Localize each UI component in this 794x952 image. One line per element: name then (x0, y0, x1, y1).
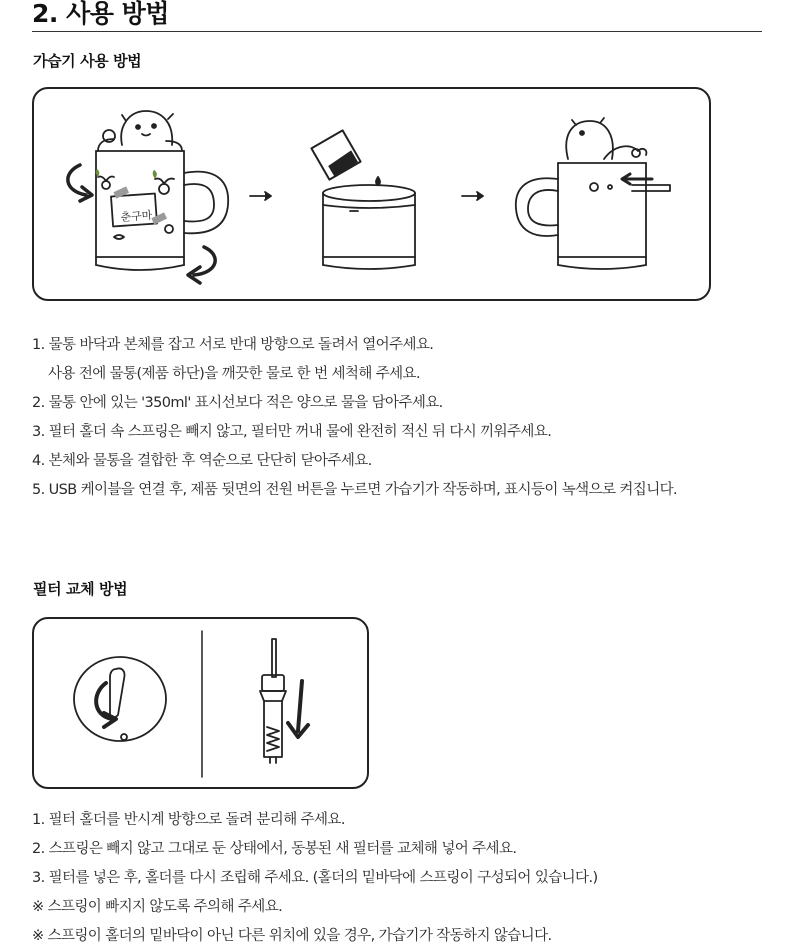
list-item: 4. 본체와 물통을 결합한 후 역순으로 단단히 닫아주세요. (32, 453, 372, 469)
filter-holder-illustration (74, 657, 166, 741)
list-item: 3. 필터를 넣은 후, 홀더를 다시 조립해 주세요. (홀더의 밑바닥에 스프링이 구성되어 있습니다.) (32, 870, 598, 886)
list-item: 2. 물통 안에 있는 '350ml' 표시선보다 적은 양으로 물을 담아주세요. (32, 395, 443, 411)
usage-illustration-panel (32, 87, 711, 301)
list-item: 1. 필터 홀더를 반시계 방향으로 돌려 분리해 주세요. (32, 812, 345, 828)
arrow-right-icon (250, 192, 271, 200)
water-tank-illustration (311, 130, 415, 269)
label-text: 춘구마 (120, 208, 153, 224)
filter-section-title: 필터 교체 방법 (33, 580, 128, 598)
list-item: ※ 스프링이 홀더의 밑바닥이 아닌 다른 위치에 있을 경우, 가습기가 작동하지 않습니다. (32, 928, 552, 944)
usage-illustration (34, 89, 713, 303)
mug-humidifier-illustration (68, 111, 228, 283)
list-item: 1. 물통 바닥과 본체를 잡고 서로 반대 방향으로 돌려서 열어주세요. (32, 337, 434, 353)
usage-steps-list (32, 331, 677, 505)
list-item: 5. USB 케이블을 연결 후, 제품 뒷면의 전원 버튼을 누르면 가습기가 작동하며, 표시등이 녹색으로 켜집니다. (32, 482, 678, 498)
list-item: 3. 필터 홀더 속 스프링은 빼지 않고, 필터만 꺼내 물에 완전히 적신 뒤 다시 끼워주세요. (32, 424, 552, 440)
arrow-right-icon (462, 192, 483, 200)
filter-illustration (34, 619, 371, 791)
title-divider (32, 31, 762, 32)
filter-steps-list (32, 806, 598, 951)
filter-illustration-panel (32, 617, 369, 789)
list-item: ※ 스프링이 빠지지 않도록 주의해 주세요. (32, 899, 283, 915)
usage-section-title: 가습기 사용 방법 (33, 52, 142, 70)
filter-cartridge-illustration (260, 639, 308, 763)
list-item: 사용 전에 물통(제품 하단)을 깨끗한 물로 한 번 세척해 주세요. (48, 366, 420, 382)
page-title: 2. 사용 방법 (32, 0, 169, 28)
assembled-humidifier-illustration (516, 118, 670, 269)
list-item: 2. 스프링은 빼지 않고 그대로 둔 상태에서, 동봉된 새 필터를 교체해 넣어 주세요. (32, 841, 517, 857)
